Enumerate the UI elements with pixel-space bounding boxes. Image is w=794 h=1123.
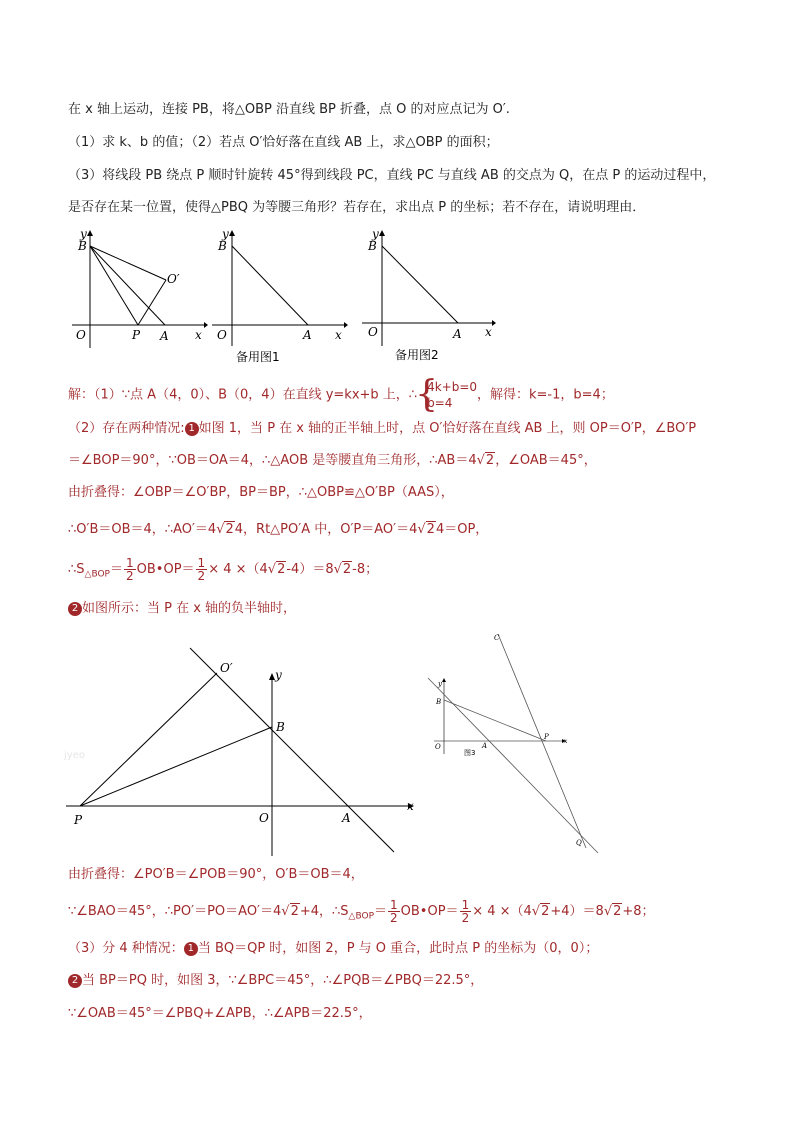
solution-line-10: （3）分 4 种情况： 1 当 BQ＝QP 时，如图 2，P 与 O 重合，此时点 P 的坐标为（0，0）；: [68, 941, 599, 956]
label-C: C: [494, 634, 500, 642]
label-O-prime: O′: [220, 661, 233, 675]
circled-number: 2: [68, 974, 82, 988]
solution-line-6: $\therefore S_{\triangle BOP}=$ $\frac{1}{2}$ OB•OP＝ $\frac{1}{2}$ × 4 ×（4√2-4）＝8√2-8；: [68, 556, 379, 583]
solution-line-5: ∴O′B＝OB＝4，∴AO′＝4√24，Rt△PO′A 中，O′P＝AO′＝4√24＝OP，: [68, 522, 489, 537]
label-B: B: [276, 720, 285, 734]
label-x: x: [195, 328, 202, 342]
label-Q: Q: [576, 839, 582, 847]
label-A: A: [160, 329, 169, 343]
label-O: O: [76, 328, 86, 342]
problem-line-1: 在 x 轴上运动，连接 PB，将△OBP 沿直线 BP 折叠，点 O 的对应点记为 O′.: [68, 102, 510, 117]
solution-line-7: 2 如图所示：当 P 在 x 轴的负半轴时，: [68, 600, 296, 618]
caption-figure-3: 图3: [464, 749, 476, 757]
figure-3: [420, 628, 610, 858]
label-x: x: [407, 799, 414, 813]
label-O-prime: O′: [167, 272, 180, 286]
solution-line-3: ＝∠BOP＝90°，∵OB＝OA＝4，∴△AOB 是等腰直角三角形，∴AB＝4√2，∠OAB＝45°，: [68, 453, 597, 468]
solution-line-9: ∵∠BAO＝45°，∴PO′＝PO＝AO′＝4√2+4，$\therefore S_{\triangle BOP}=$ $\frac{1}{2}$ OB•OP＝ $\frac{1}{2}$ × 4 ×（4√2+4）＝8√2+8；: [68, 898, 655, 925]
problem-line-3: （3）将线段 PB 绕点 P 顺时针旋转 45°得到线段 PC，直线 PC 与直线 AB 的交点为 Q，在点 P 的运动过程中，: [68, 168, 716, 183]
label-y: y: [80, 228, 87, 241]
label-P: P: [544, 733, 549, 741]
figure-spare-1: [208, 228, 348, 368]
solution-line-8: 由折叠得：∠PO′B＝∠POB＝90°，O′B＝OB＝4，: [68, 867, 364, 882]
label-P: P: [132, 328, 141, 342]
figure-spare-2: [358, 228, 498, 368]
label-O: O: [259, 811, 269, 825]
watermark: jyeo: [64, 750, 85, 761]
label-B: B: [78, 239, 87, 253]
label-O: O: [368, 325, 378, 339]
label-A: A: [303, 328, 312, 342]
solution-line-4: 由折叠得：∠OBP＝∠O′BP，BP＝BP，∴△OBP≌△O′BP（AAS），: [68, 485, 454, 500]
label-x: x: [335, 328, 342, 342]
solution-line-12: ∵∠OAB＝45°＝∠PBQ+∠APB，∴∠APB＝22.5°，: [68, 1006, 372, 1021]
label-A: A: [482, 742, 488, 750]
label-y: y: [222, 228, 229, 241]
label-A: A: [453, 327, 462, 341]
caption-spare-1: 备用图1: [236, 350, 280, 364]
solution-line-1: 解：（1）∵点 A（4，0）、B（0，4）在直线 y=kx+b 上，∴ { 4k+b=0 b=4 ，解得：k=-1，b=4；: [68, 379, 614, 409]
label-y: y: [372, 228, 379, 241]
circled-number: 2: [68, 602, 82, 616]
solution-line-2: （2）存在两种情况: 1 如图 1，当 P 在 x 轴的正半轴上时，点 O′恰好落在直线 AB 上，则 OP＝O′P，∠BO′P: [68, 421, 697, 436]
label-O: O: [435, 743, 441, 751]
label-A: A: [342, 811, 351, 825]
figure-negative-p: [62, 640, 422, 858]
problem-line-2: （1）求 k、b 的值；（2）若点 O′恰好落在直线 AB 上，求△OBP 的面积；: [68, 135, 499, 150]
caption-spare-2: 备用图2: [395, 348, 439, 362]
label-P: P: [74, 813, 83, 827]
circled-number: 1: [185, 422, 199, 436]
label-x: x: [485, 325, 492, 339]
figure-main: [68, 228, 208, 350]
solution-line-11: 2 当 BP＝PQ 时，如图 3，∵∠BPC＝45°，∴∠PQB＝∠PBQ＝22.5°，: [68, 972, 483, 990]
label-B: B: [436, 698, 442, 706]
label-B: B: [368, 239, 377, 253]
label-B: B: [218, 239, 227, 253]
circled-number: 1: [184, 942, 198, 956]
label-y: y: [275, 668, 282, 682]
label-O: O: [217, 328, 227, 342]
label-y: y: [438, 680, 442, 688]
problem-line-4: 是否存在某一位置，使得△PBQ 为等腰三角形？若存在，求出点 P 的坐标；若不存在，请说明理由．: [68, 200, 646, 215]
label-x: x: [564, 738, 568, 745]
